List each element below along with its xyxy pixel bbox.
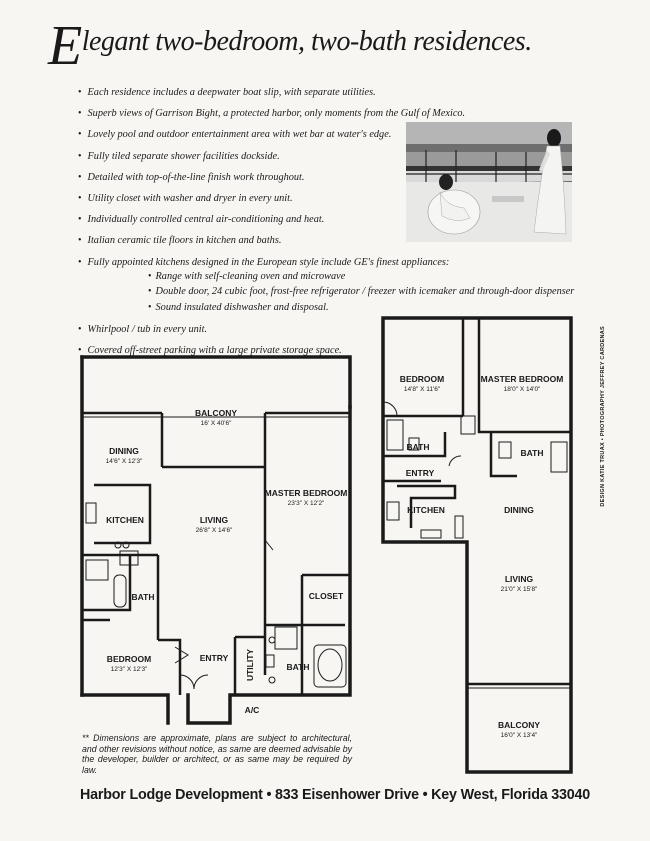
room-dim-master: 23'3" X 12'2" xyxy=(287,500,325,507)
room-dim-living: 26'8" X 14'6" xyxy=(195,527,233,534)
feature-item: • Fully tiled separate shower facilities dockside. xyxy=(78,146,618,167)
room-label-utility: UTILITY xyxy=(245,648,255,682)
feature-item: • Individually controlled central air-conditioning and heat. xyxy=(78,209,618,230)
floor-plan-unit-b xyxy=(381,316,573,774)
page-title xyxy=(48,15,532,77)
room-dim-master: 18'0" X 14'0" xyxy=(503,386,541,393)
room-label-living: LIVING xyxy=(504,574,534,584)
room-label-kitchen: KITCHEN xyxy=(106,515,144,525)
feature-item: • Detailed with top-of-the-line finish work throughout. xyxy=(78,167,618,188)
appliance-item: • Sound insulated dishwasher and disposal. xyxy=(148,300,618,315)
disclaimer: ** Dimensions are approximate, plans are subject to architectural, and other revisions without notice, as same are deemed advisable by the developer, builder or architect, or as same may be required by law. xyxy=(82,733,352,775)
room-label-bedroom: BEDROOM xyxy=(399,374,445,384)
room-label-entry: ENTRY xyxy=(405,468,435,478)
feature-item: • Whirlpool / tub in every unit. xyxy=(78,319,618,340)
room-label-kitchen: KITCHEN xyxy=(407,505,445,515)
design-credit: DESIGN KATIE TRUAX • PHOTOGRAPHY JEFFREY CARDENAS xyxy=(600,326,606,507)
room-label-master: MASTER BEDROOM xyxy=(480,374,564,384)
room-label-balcony: BALCONY xyxy=(497,720,541,730)
room-dim-bedroom: 12'3" X 12'3" xyxy=(110,666,148,673)
feature-item: • Covered off-street parking with a large private storage space. xyxy=(78,340,618,361)
appliance-item: • Double door, 24 cubic foot, frost-free refrigerator / freezer with icemaker and through-door dispenser xyxy=(148,284,618,299)
room-label-ac: A/C xyxy=(244,705,260,715)
room-label-closet: CLOSET xyxy=(308,591,344,601)
title-initial: E xyxy=(48,15,82,77)
room-label-bedroom: BEDROOM xyxy=(106,654,152,664)
feature-item: • Superb views of Garrison Bight, a protected harbor, only moments from the Gulf of Mexico. xyxy=(78,103,618,124)
feature-item: • Each residence includes a deepwater boat slip, with separate utilities. xyxy=(78,82,618,103)
feature-item: • Utility closet with washer and dryer in every unit. xyxy=(78,188,618,209)
room-label-living: LIVING xyxy=(199,515,229,525)
room-label-dining: DINING xyxy=(109,446,139,456)
appliance-list xyxy=(148,269,618,315)
feature-item: • Italian ceramic tile floors in kitchen and baths. xyxy=(78,230,618,251)
room-label-master: MASTER BEDROOM xyxy=(264,488,348,498)
room-label-bath: BATH xyxy=(286,662,310,672)
room-label-bath: BATH xyxy=(520,448,544,458)
footer-address: Harbor Lodge Development • 833 Eisenhower Drive • Key West, Florida 33040 xyxy=(80,787,591,803)
room-label-dining: DINING xyxy=(504,505,534,515)
room-label-entry: ENTRY xyxy=(199,653,229,663)
room-dim-living: 21'0" X 15'8" xyxy=(500,586,538,593)
appliance-item: • Range with self-cleaning oven and microwave xyxy=(148,269,618,284)
room-dim-bedroom: 14'8" X 11'6" xyxy=(403,386,441,393)
title-rest: legant two-bedroom, two-bath residences. xyxy=(81,26,532,57)
room-dim-dining: 14'6" X 12'3" xyxy=(105,458,143,465)
room-label-bath: BATH xyxy=(406,442,430,452)
room-dim-balcony: 16' X 40'6" xyxy=(200,420,232,427)
feature-item: • Lovely pool and outdoor entertainment area with wet bar at water's edge. xyxy=(78,124,618,145)
room-dim-balcony: 16'0" X 13'4" xyxy=(500,732,538,739)
harbor-photo xyxy=(406,122,572,242)
room-label-bath: BATH xyxy=(131,592,155,602)
room-label-balcony: BALCONY xyxy=(194,408,238,418)
feature-item: • Fully appointed kitchens designed in the European style include GE's finest appliances: xyxy=(78,252,618,273)
